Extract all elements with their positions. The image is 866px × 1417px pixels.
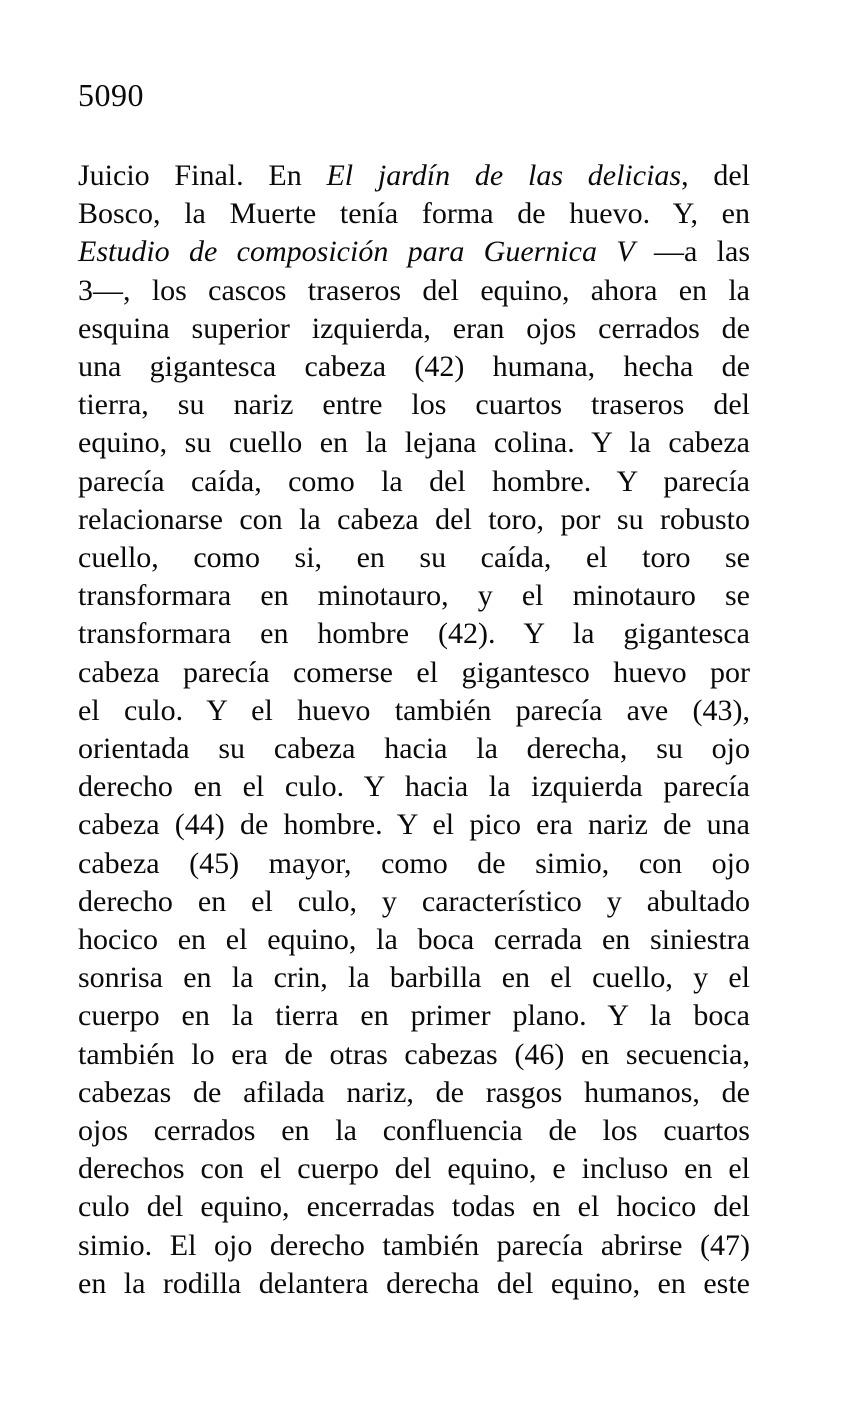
text-line (78, 883, 750, 921)
text-line (78, 1036, 750, 1074)
text-segment: relacionarse con la cabeza del toro, por su robusto (78, 502, 750, 536)
text-segment: cuello, como si, en su caída, el toro se (78, 541, 750, 575)
text-segment: derecho en el culo, y característico y abultado (78, 884, 750, 918)
text-segment: Bosco, la Muerte tenía forma de huevo. Y, en (78, 197, 750, 231)
text-line (78, 463, 750, 501)
text-segment: , del (681, 159, 750, 192)
text-line (78, 272, 750, 310)
text-line (78, 577, 750, 615)
text-segment: también lo era de otras cabezas (46) en secuencia, (78, 1037, 750, 1071)
text-segment: cabeza (45) mayor, como de simio, con ojo (78, 846, 750, 880)
text-segment: derechos con el cuerpo del equino, e incluso en el (78, 1152, 750, 1186)
text-segment: una gigantesca cabeza (42) humana, hecha de (78, 350, 750, 384)
text-segment: —a las (634, 235, 751, 269)
text-segment: transformara en hombre (42). Y la gigantesca (78, 617, 750, 651)
italic-text-segment: Estudio de composición para Guernica V (78, 235, 635, 269)
text-line (78, 806, 750, 844)
text-segment: orientada su cabeza hacia la derecha, su ojo (78, 732, 750, 766)
text-line (78, 310, 750, 348)
page-number: 5090 (78, 77, 144, 113)
text-segment: cabeza parecía comerse el gigantesco huevo por (78, 655, 750, 689)
text-line (78, 1150, 750, 1188)
text-segment: transformara en minotauro, y el minotauro se (78, 579, 750, 613)
text-line (78, 615, 750, 653)
text-line (78, 386, 750, 424)
text-line (78, 921, 750, 959)
text-segment: en la rodilla delantera derecha del equino, en este (78, 1266, 750, 1300)
text-segment: el culo. Y el huevo también parecía ave (43), (78, 693, 750, 727)
text-line (78, 424, 750, 462)
text-line (78, 157, 750, 195)
text-line (78, 692, 750, 730)
text-segment: parecía caída, como la del hombre. Y parecía (78, 464, 750, 498)
text-segment: ojos cerrados en la confluencia de los cuartos (78, 1114, 750, 1148)
text-segment: cuerpo en la tierra en primer plano. Y la boca (78, 999, 750, 1033)
text-line (78, 1074, 750, 1112)
text-segment: tierra, su nariz entre los cuartos traseros del (78, 388, 750, 422)
text-line (78, 1227, 750, 1265)
text-segment: cabeza (44) de hombre. Y el pico era nariz de una (78, 808, 750, 842)
text-line (78, 1188, 750, 1226)
text-line (78, 959, 750, 997)
text-line (78, 195, 750, 233)
text-line (78, 654, 750, 692)
text-line (78, 730, 750, 768)
text-line (78, 1265, 750, 1303)
text-line (78, 539, 750, 577)
text-line (78, 233, 750, 271)
text-line (78, 997, 750, 1035)
text-segment: hocico en el equino, la boca cerrada en siniestra (78, 923, 750, 957)
text-segment: equino, su cuello en la lejana colina. Y la cabeza (78, 426, 750, 460)
text-segment: simio. El ojo derecho también parecía abrirse (47) (78, 1228, 750, 1262)
text-segment: 3—, los cascos traseros del equino, ahora en la (78, 273, 750, 307)
text-segment: derecho en el culo. Y hacia la izquierda parecía (78, 770, 750, 804)
text-segment: cabezas de afilada nariz, de rasgos humanos, de (78, 1075, 750, 1109)
text-segment: Juicio Final. En (78, 159, 327, 192)
body-text (78, 157, 750, 1303)
text-segment: esquina superior izquierda, eran ojos cerrados de (78, 311, 750, 345)
text-segment: culo del equino, encerradas todas en el hocico del (78, 1190, 750, 1224)
text-line (78, 1112, 750, 1150)
text-line (78, 348, 750, 386)
text-line (78, 501, 750, 539)
text-line (78, 768, 750, 806)
text-segment: sonrisa en la crin, la barbilla en el cuello, y el (78, 961, 750, 995)
italic-text-segment: El jardín de las delicias (326, 159, 682, 192)
text-line (78, 845, 750, 883)
